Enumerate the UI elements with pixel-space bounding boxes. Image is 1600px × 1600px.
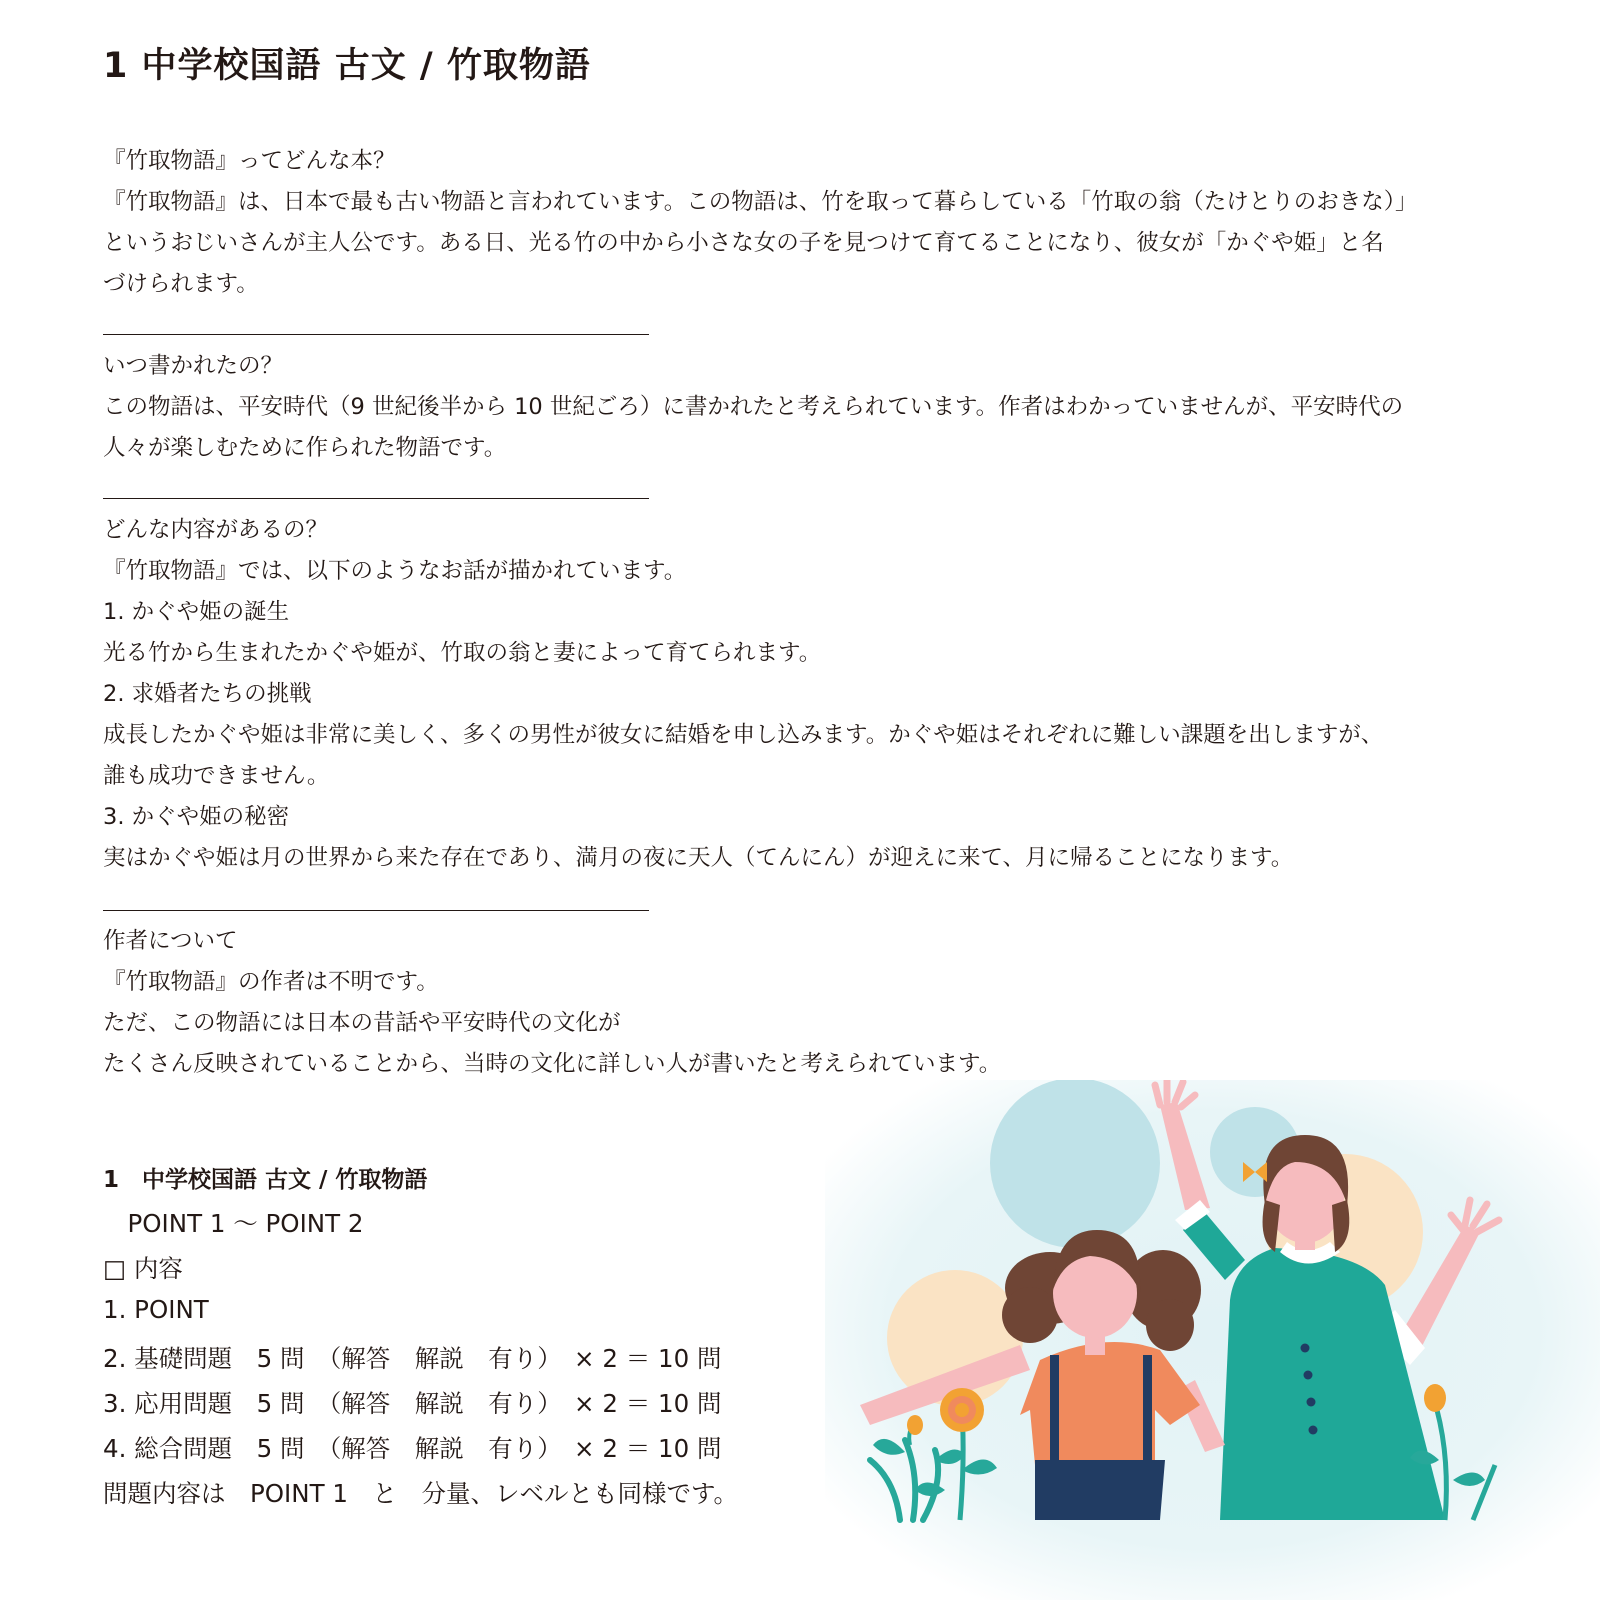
- point-range: POINT 1 〜 POINT 2: [103, 1209, 364, 1238]
- body-text-line: 光る竹から生まれたかぐや姫が、竹取の翁と妻によって育てられます。: [103, 640, 822, 666]
- body-text-line: たくさん反映されていることから、当時の文化に詳しい人が書いたと考えられています。: [103, 1051, 1002, 1077]
- section-heading: いつ書かれたの？: [103, 353, 284, 379]
- body-text-line: というおじいさんが主人公です。ある日、光る竹の中から小さな女の子を見つけて育てることになり、彼女が「かぐや姫」と名: [103, 230, 1384, 256]
- summary-item: 1. POINT: [103, 1295, 209, 1324]
- body-text-line: この物語は、平安時代（9 世紀後半から 10 世紀ごろ）に書かれたと考えられています。作者はわかっていませんが、平安時代の: [103, 394, 1404, 420]
- section-heading: 作者について: [103, 928, 238, 954]
- body-text-line: 成長したかぐや姫は非常に美しく、多くの男性が彼女に結婚を申し込みます。かぐや姫はそれぞれに難しい課題を出しますが、: [103, 722, 1384, 748]
- section-divider: [103, 334, 649, 335]
- body-text-line: 実はかぐや姫は月の世界から来た存在であり、満月の夜に天人（てんにん）が迎えに来て、月に帰ることになります。: [103, 845, 1294, 871]
- section-divider: [103, 498, 649, 499]
- body-text-line: づけられます。: [103, 271, 259, 297]
- body-text-line: 『竹取物語』では、以下のようなお話が描かれています。: [103, 558, 687, 584]
- summary-item: 4. 総合問題 5 問 （解答 解説 有り） × 2 ＝ 10 問: [103, 1434, 722, 1463]
- list-item-title: 1. かぐや姫の誕生: [103, 599, 290, 625]
- section-heading: どんな内容があるの？: [103, 517, 329, 543]
- contents-label: □ 内容: [103, 1254, 183, 1283]
- section-heading: 『竹取物語』ってどんな本？: [103, 148, 396, 174]
- body-text-line: 誰も成功できません。: [103, 763, 330, 789]
- summary-item: 2. 基礎問題 5 問 （解答 解説 有り） × 2 ＝ 10 問: [103, 1344, 722, 1373]
- list-item-title: 2. 求婚者たちの挑戦: [103, 681, 312, 707]
- body-text-line: ただ、この物語には日本の昔話や平安時代の文化が: [103, 1010, 621, 1036]
- girls-waving-illustration: [825, 1080, 1600, 1600]
- summary-note: 問題内容は POINT 1 と 分量、レベルとも同様です。: [103, 1479, 738, 1508]
- summary-item: 3. 応用問題 5 問 （解答 解説 有り） × 2 ＝ 10 問: [103, 1389, 722, 1418]
- summary-title: 1 中学校国語 古文 / 竹取物語: [103, 1167, 428, 1193]
- section-divider: [103, 910, 649, 911]
- list-item-title: 3. かぐや姫の秘密: [103, 804, 290, 830]
- body-text-line: 人々が楽しむために作られた物語です。: [103, 435, 507, 461]
- body-text-line: 『竹取物語』は、日本で最も古い物語と言われています。この物語は、竹を取って暮らしている「竹取の翁（たけとりのおきな）」: [103, 189, 1418, 215]
- page-title: 1 中学校国語 古文 / 竹取物語: [103, 46, 591, 86]
- body-text-line: 『竹取物語』の作者は不明です。: [103, 969, 439, 995]
